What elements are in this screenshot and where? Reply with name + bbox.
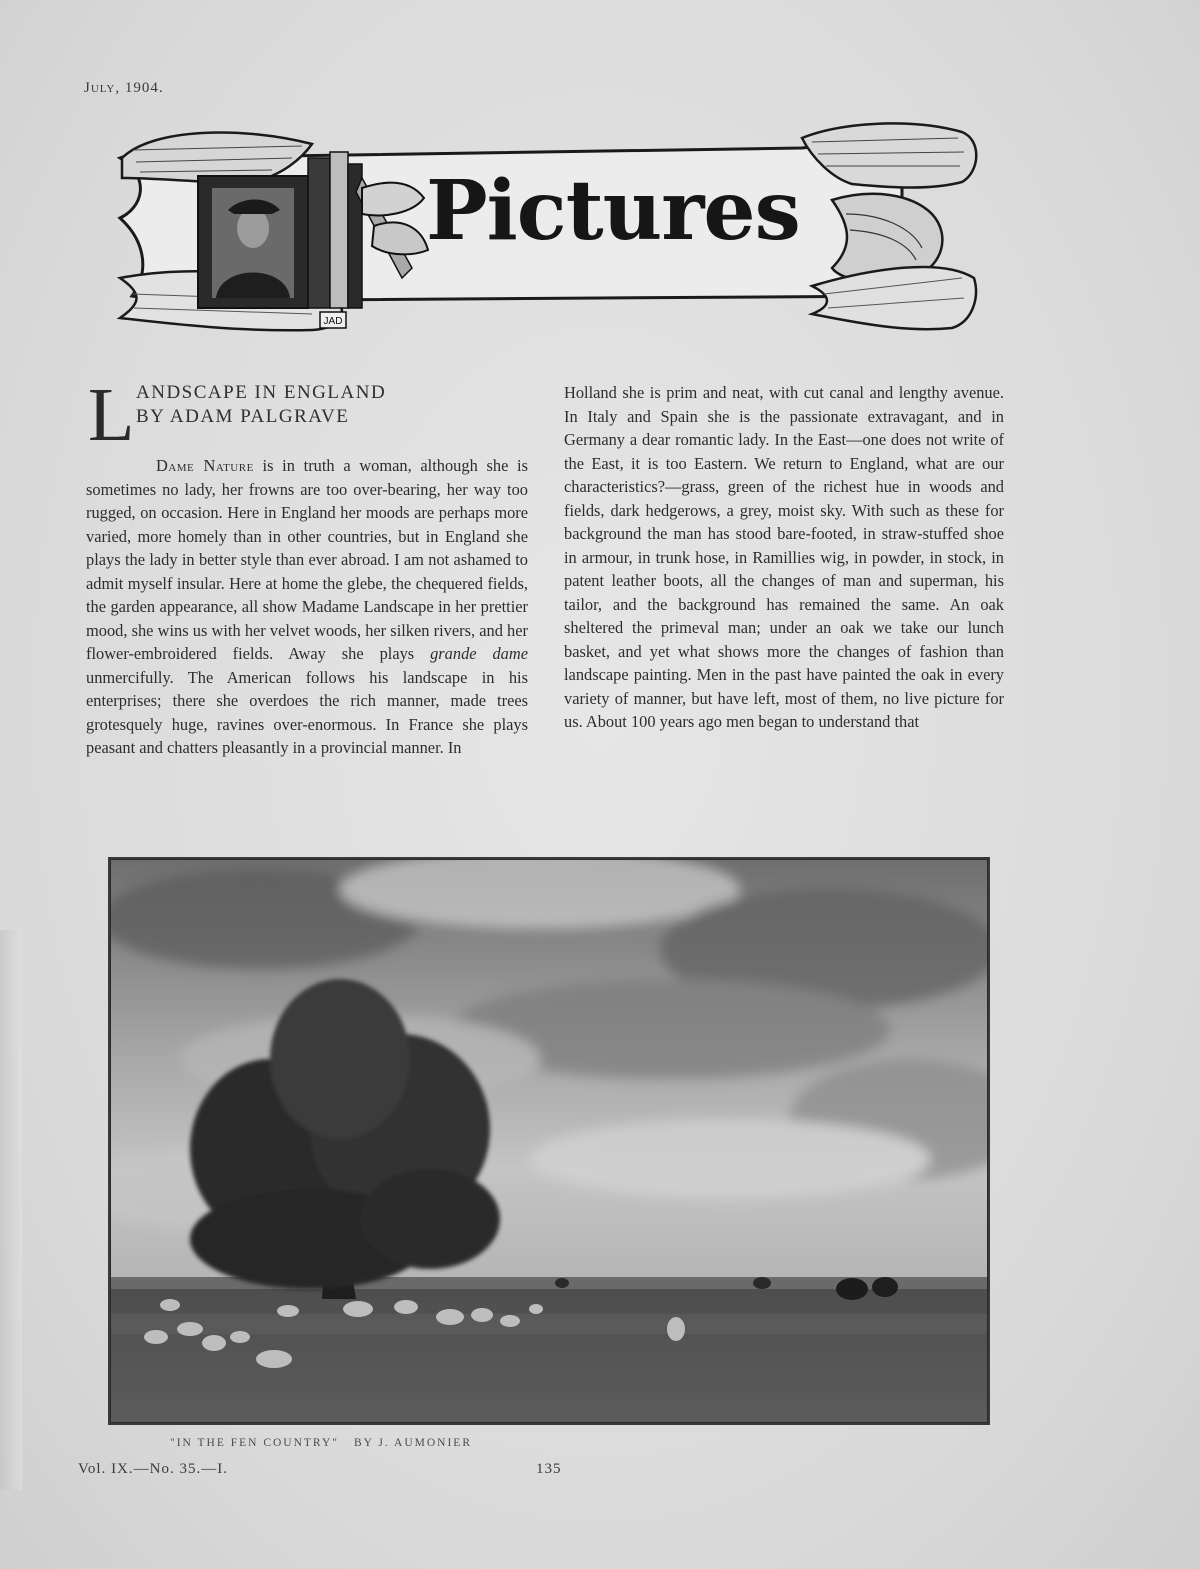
volume-number: Vol. IX.—No. 35.—I. — [78, 1461, 228, 1477]
artist-monogram: JAD — [323, 316, 343, 327]
lead-words: Dame Nature — [156, 456, 254, 475]
italic-phrase: grande dame — [430, 644, 528, 663]
plate-caption-title: "IN THE FEN COUNTRY" — [170, 1437, 339, 1449]
article-byline: BY ADAM PALGRAVE — [136, 406, 350, 427]
cow — [753, 1277, 771, 1289]
fen-country-illustration — [110, 859, 988, 1423]
plate-caption-artist: BY J. AUMONIER — [354, 1437, 472, 1449]
cow — [555, 1278, 569, 1288]
article-column-left — [86, 454, 528, 760]
landscape-plate — [108, 857, 990, 1425]
page-number: 135 — [536, 1461, 562, 1477]
cow — [836, 1278, 868, 1300]
page-edge-shadow — [0, 930, 22, 1490]
column-left-text-a: is in truth a woman, although she is sometimes no lady, her frowns are too over-bearing, her way too rugged, on occasion. Here in England her moods are perhaps more varied, more homely than in other countries, but in England she plays the lady in better style than ever abroad. I am not ashamed to admit myself insular. Here at home the glebe, the chequered fields, the garden appearance, all show Madame Landscape in her prettier mood, she wins us with her velvet woods, her silken rivers, and her flower-embroidered fields. Away she plays — [86, 456, 528, 663]
issue-date: July, 1904. — [84, 80, 164, 96]
article-title: ANDSCAPE IN ENGLAND — [136, 382, 387, 403]
article-column-right: Holland she is prim and neat, with cut canal and lengthy avenue. In Italy and Spain she is the passionate extravagant, and in Germany a dear romantic lady. In the East—one does not write of the East, it is too Eastern. We return to England, what are our characteristics?—grass, green of the richest hue in woods and fields, dark hedgerows, a grey, moist sky. With such as these for background the man has stood bare-footed, in straw-stuffed shoe in armour, in trunk hose, in Ramillies wig, in powder, in stock, in patent leather boots, all the changes of man and superman, his tailor, and the background has remained the same. An oak sheltered the primeval man; under an oak we take our lunch basket, and yet what shows more the changes of fashion than landscape painting. Men in the past have painted the oak in every variety of manner, but have left, most of them, no live picture for us. About 100 years ago men began to understand that — [564, 383, 1004, 731]
title-drop-cap: L — [88, 373, 135, 457]
column-left-text-b: unmercifully. The American follows his landscape in his enterprises; there she overdoes the rich manner, made trees grotesquely huge, ravines over-enormous. In France she plays peasant and chatters pleasantly in a provincial manner. In — [86, 667, 528, 757]
section-title: Pictures — [426, 163, 800, 259]
article-heading — [88, 373, 538, 460]
cow — [872, 1277, 898, 1297]
